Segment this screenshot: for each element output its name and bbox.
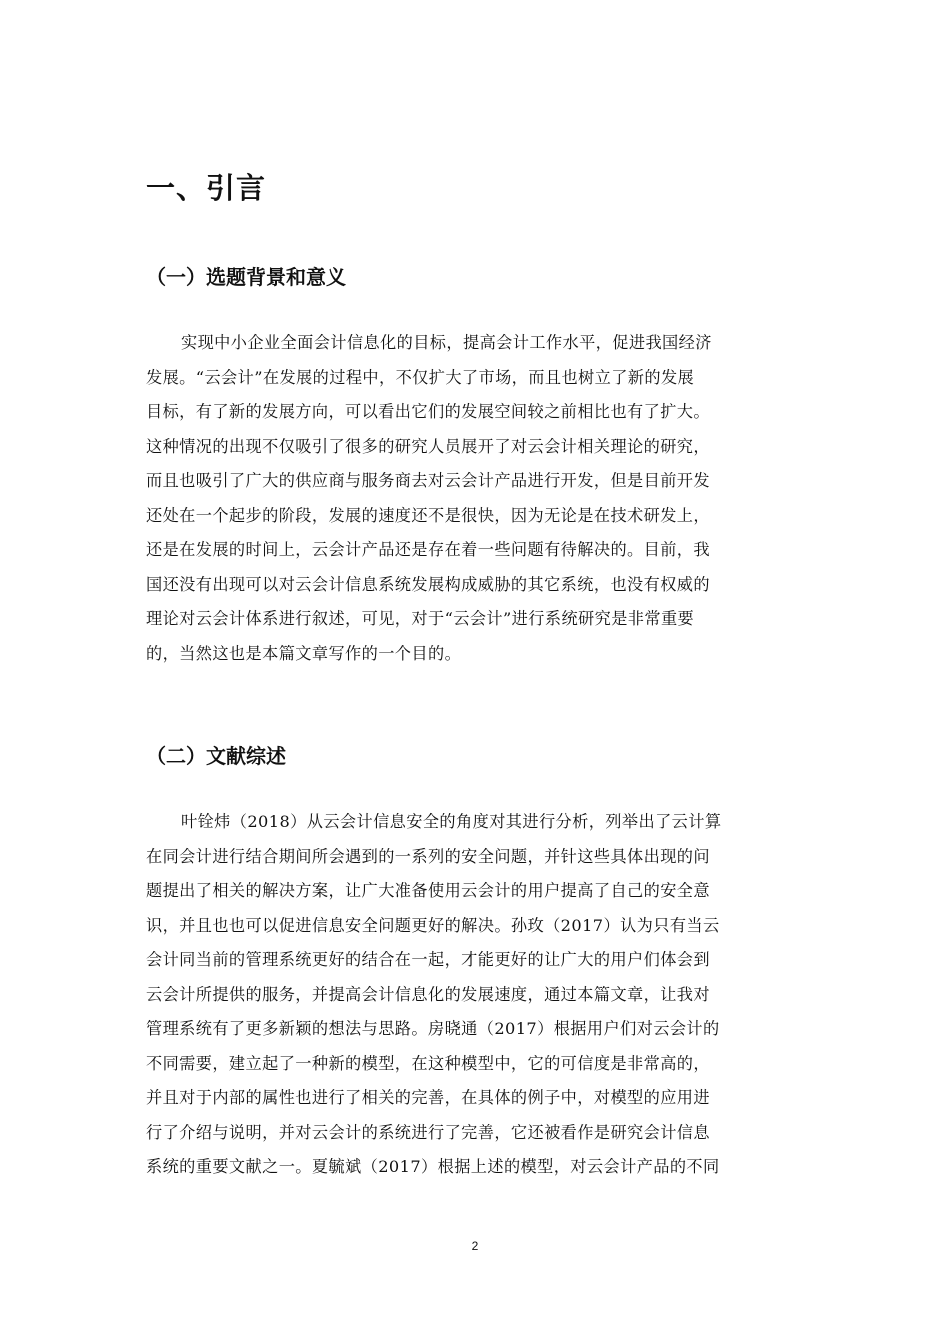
text-line: 国还没有出现可以对云会计信息系统发展构成威胁的其它系统，也没有权威的 (146, 574, 710, 594)
section-title-literature-review: （二）文献综述 (146, 744, 286, 768)
text-line: 系统的重要文献之一。夏毓斌（2017）根据上述的模型，对云会计产品的不同 (146, 1157, 720, 1176)
text-line: 叶铨炜（2018）从云会计信息安全的角度对其进行分析，列举出了云计算 (181, 812, 722, 831)
paragraph-literature-review (146, 805, 806, 1185)
text-line: 目标，有了新的发展方向，可以看出它们的发展空间较之前相比也有了扩大。 (146, 402, 710, 421)
page-number: 2 (471, 1239, 479, 1253)
text-line: 还是在发展的时间上，云会计产品还是存在着一些问题有待解决的。目前，我 (146, 540, 710, 559)
text-line: 这种情况的出现不仅吸引了很多的研究人员展开了对云会计相关理论的研究， (146, 436, 710, 456)
text-line: 在同会计进行结合期间所会遇到的一系列的安全问题，并针这些具体出现的问 (146, 846, 710, 866)
paragraph-background (146, 326, 806, 671)
text-line: 云会计所提供的服务，并提高会计信息化的发展速度，通过本篇文章，让我对 (146, 984, 710, 1004)
text-line: 题提出了相关的解决方案，让广大准备使用云会计的用户提高了自己的安全意 (146, 881, 710, 900)
text-line: 还处在一个起步的阶段，发展的速度还不是很快，因为无论是在技术研发上， (146, 505, 710, 525)
chapter-heading: 一、引言 (146, 171, 267, 205)
text-line: 管理系统有了更多新颖的想法与思路。房晓通（2017）根据用户们对云会计的 (146, 1019, 720, 1038)
text-line: 而且也吸引了广大的供应商与服务商去对云会计产品进行开发，但是目前开发 (146, 471, 710, 490)
text-line: 实现中小企业全面会计信息化的目标，提高会计工作水平，促进我国经济 (181, 333, 712, 352)
text-line: 不同需要，建立起了一种新的模型，在这种模型中，它的可信度是非常高的， (146, 1053, 710, 1073)
text-line: 行了介绍与说明，并对云会计的系统进行了完善，它还被看作是研究会计信息 (146, 1122, 710, 1142)
section-title-background: （一）选题背景和意义 (146, 265, 346, 289)
text-line: 理论对云会计体系进行叙述，可见，对于“云会计”进行系统研究是非常重要 (146, 609, 695, 628)
text-line: 识，并且也也可以促进信息安全问题更好的解决。孙玫（2017）认为只有当云 (146, 915, 720, 935)
text-line: 并且对于内部的属性也进行了相关的完善，在具体的例子中，对模型的应用进 (146, 1088, 710, 1107)
text-line: 发展。“云会计”在发展的过程中，不仅扩大了市场，而且也树立了新的发展 (146, 367, 695, 387)
text-line: 的，当然这也是本篇文章写作的一个目的。 (146, 643, 462, 663)
text-line: 会计同当前的管理系统更好的结合在一起，才能更好的让广大的用户们体会到 (146, 950, 710, 969)
